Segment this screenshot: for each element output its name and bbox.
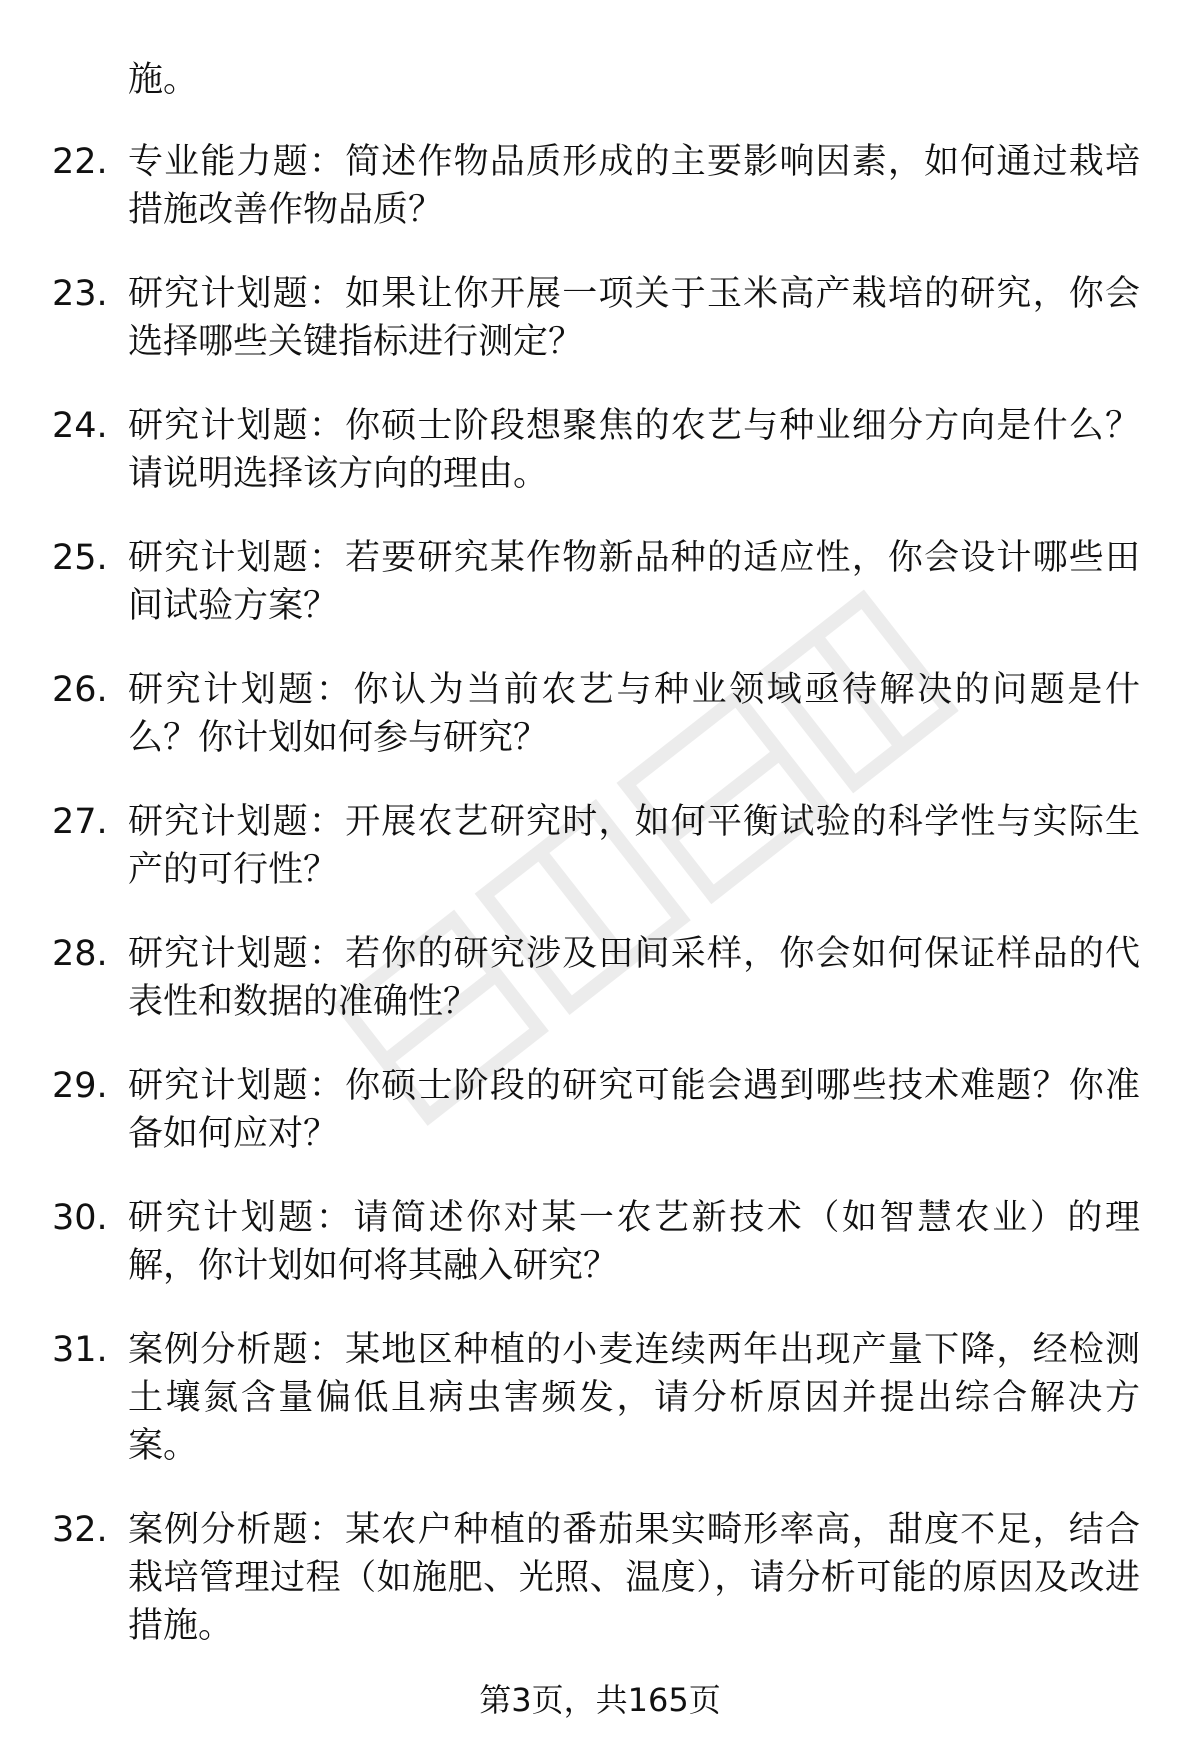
item-text: 研究计划题：如果让你开展一项关于玉米高产栽培的研究，你会选择哪些关键指标进行测定？ — [128, 274, 1140, 362]
item-text: 研究计划题：若要研究某作物新品种的适应性，你会设计哪些田间试验方案？ — [128, 538, 1140, 626]
item-number: 29. — [52, 1066, 108, 1106]
item-text: 研究计划题：开展农艺研究时，如何平衡试验的科学性与实际生产的可行性？ — [128, 802, 1140, 890]
item-text: 研究计划题：你认为当前农艺与种业领域亟待解决的问题是什么？你计划如何参与研究？ — [128, 670, 1140, 758]
list-item — [52, 798, 1140, 894]
item-text: 专业能力题：简述作物品质形成的主要影响因素，如何通过栽培措施改善作物品质？ — [128, 142, 1140, 230]
item-text: 案例分析题：某地区种植的小麦连续两年出现产量下降，经检测土壤氮含量偏低且病虫害频发，请分析原因并提出综合解决方案。 — [128, 1330, 1140, 1466]
item-number: 24. — [52, 406, 108, 446]
item-number: 30. — [52, 1198, 108, 1238]
list-item — [52, 666, 1140, 762]
continuation-text: 施。 — [128, 60, 199, 100]
list-item — [52, 1506, 1140, 1650]
list-item — [52, 138, 1140, 234]
item-number: 27. — [52, 802, 108, 842]
item-number: 23. — [52, 274, 108, 314]
list-item — [52, 1062, 1140, 1158]
item-number: 26. — [52, 670, 108, 710]
list-item — [52, 270, 1140, 366]
item-number: 32. — [52, 1510, 108, 1550]
item-text: 研究计划题：请简述你对某一农艺新技术（如智慧农业）的理解，你计划如何将其融入研究？ — [128, 1198, 1140, 1286]
page-footer: 第3页，共165页 — [479, 1681, 721, 1719]
item-text: 研究计划题：你硕士阶段想聚焦的农艺与种业细分方向是什么？请说明选择该方向的理由。 — [128, 406, 1140, 494]
item-number: 28. — [52, 934, 108, 974]
item-number: 22. — [52, 142, 108, 182]
item-text: 研究计划题：你硕士阶段的研究可能会遇到哪些技术难题？你准备如何应对？ — [128, 1066, 1140, 1154]
item-number: 25. — [52, 538, 108, 578]
item-text: 案例分析题：某农户种植的番茄果实畸形率高，甜度不足，结合栽培管理过程（如施肥、光照、温度），请分析可能的原因及改进措施。 — [128, 1510, 1140, 1646]
list-item — [52, 930, 1140, 1026]
item-number: 31. — [52, 1330, 108, 1370]
item-text: 研究计划题：若你的研究涉及田间采样，你会如何保证样品的代表性和数据的准确性？ — [128, 934, 1140, 1022]
list-item — [52, 1194, 1140, 1290]
list-item — [52, 1326, 1140, 1470]
list-item — [52, 534, 1140, 630]
list-item — [52, 402, 1140, 498]
question-list — [0, 56, 1200, 1686]
